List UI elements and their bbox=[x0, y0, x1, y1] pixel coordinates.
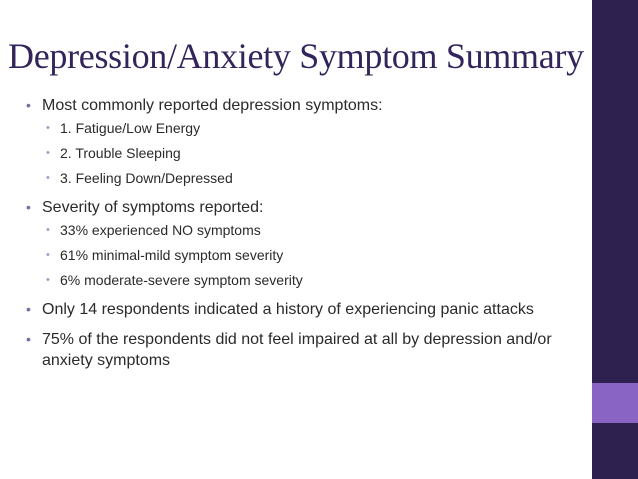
bullet-text: 75% of the respondents did not feel impaired at all by depression and/or anxiety symptoms bbox=[42, 331, 552, 369]
sidebar-bar bbox=[592, 0, 638, 479]
sub-bullet-item bbox=[26, 243, 586, 268]
sub-bullet-text: 3. Feeling Down/Depressed bbox=[60, 170, 233, 186]
sub-bullet-text: 33% experienced NO symptoms bbox=[60, 222, 261, 238]
sub-bullet-icon: • bbox=[46, 224, 50, 236]
sub-bullet-text: 6% moderate-severe symptom severity bbox=[60, 272, 303, 288]
bullet-list bbox=[26, 95, 586, 371]
sub-bullet-item bbox=[26, 166, 586, 191]
slide-title: Depression/Anxiety Symptom Summary bbox=[8, 36, 584, 76]
bullet-icon: • bbox=[26, 97, 31, 113]
sidebar-accent-block bbox=[592, 383, 638, 423]
sub-bullet-text: 1. Fatigue/Low Energy bbox=[60, 120, 201, 136]
sub-bullet-text: 61% minimal-mild symptom severity bbox=[60, 247, 284, 263]
bullet-icon: • bbox=[26, 301, 31, 317]
sub-bullet-icon: • bbox=[46, 274, 50, 286]
bullet-item bbox=[26, 95, 586, 116]
sub-bullet-item bbox=[26, 141, 586, 166]
bullet-item bbox=[26, 329, 586, 371]
bullet-text: Only 14 respondents indicated a history of experiencing panic attacks bbox=[42, 301, 534, 318]
sub-bullet-icon: • bbox=[46, 147, 50, 159]
sub-bullet-icon: • bbox=[46, 172, 50, 184]
sub-bullet-item bbox=[26, 218, 586, 243]
sub-bullet-icon: • bbox=[46, 122, 50, 134]
sub-bullet-item bbox=[26, 116, 586, 141]
bullet-text: Severity of symptoms reported: bbox=[42, 199, 264, 216]
sub-bullet-item bbox=[26, 268, 586, 293]
sub-bullet-text: 2. Trouble Sleeping bbox=[60, 145, 181, 161]
bullet-text: Most commonly reported depression symptoms: bbox=[42, 97, 383, 114]
bullet-icon: • bbox=[26, 199, 31, 215]
bullet-item bbox=[26, 197, 586, 218]
bullet-item bbox=[26, 299, 586, 320]
bullet-icon: • bbox=[26, 331, 31, 347]
sub-bullet-icon: • bbox=[46, 249, 50, 261]
